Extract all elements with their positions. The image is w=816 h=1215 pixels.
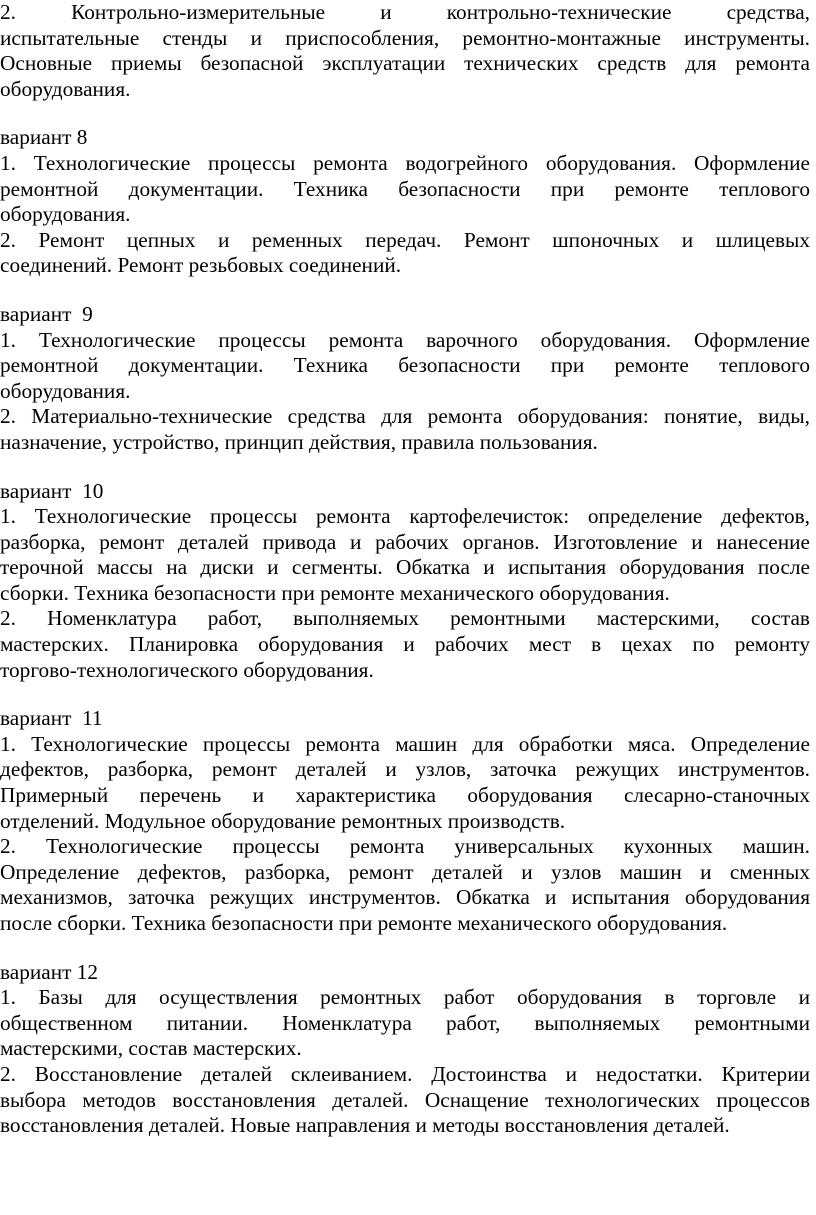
variant-item-2	[0, 1062, 810, 1139]
text-line: механизмов, заточка режущих инструментов. Обкатка и испытания оборудования	[0, 885, 810, 910]
text-line: ремонтной документации. Техника безопасности при ремонте теплового	[0, 353, 810, 378]
text-line: 2. Ремонт цепных и ременных передач. Ремонт шпоночных и шлицевых	[0, 227, 810, 252]
text-line: соединений. Ремонт резьбовых соединений.	[0, 253, 402, 278]
text-line: сборки. Техника безопасности при ремонте механического оборудования.	[0, 580, 670, 605]
variant-section-11	[0, 706, 810, 936]
variant-heading: вариант 9	[0, 301, 93, 326]
text-line: ремонтной документации. Техника безопасности при ремонте теплового	[0, 176, 810, 201]
variant-section-12	[0, 960, 810, 1139]
variant-item-2	[0, 606, 810, 683]
variant-heading: вариант 10	[0, 478, 104, 503]
text-line: разборка, ремонт деталей привода и рабочих органов. Изготовление и нанесение	[0, 529, 810, 554]
text-line: Определение дефектов, разборка, ремонт деталей и узлов машин и сменных	[0, 859, 810, 884]
text-line: мастерских. Планировка оборудования и рабочих мест в цехах по ремонту	[0, 632, 810, 657]
text-line: 2. Восстановление деталей склеиванием. Достоинства и недостатки. Критерии	[0, 1061, 810, 1086]
variant-section-8	[0, 125, 810, 279]
text-line: 2. Контрольно-измерительные и контрольно-технические средства,	[0, 0, 810, 24]
variant-item-1	[0, 328, 810, 405]
text-line: оборудования.	[0, 76, 131, 101]
text-line: торгово-технологического оборудования.	[0, 657, 374, 682]
text-line: 2. Технологические процессы ремонта универсальных кухонных машин.	[0, 834, 810, 859]
variant-item-1	[0, 985, 810, 1062]
variant-heading: вариант 8	[0, 125, 88, 150]
text-line: мастерскими, состав мастерских.	[0, 1036, 302, 1061]
text-line: выбора методов восстановления деталей. Оснащение технологических процессов	[0, 1087, 810, 1112]
text-line: оборудования.	[0, 378, 131, 403]
text-line: 1. Базы для осуществления ремонтных работ оборудования в торговле и	[0, 985, 810, 1010]
text-line: терочной массы на диски и сегменты. Обкатка и испытания оборудования после	[0, 555, 810, 580]
text-line: испытательные стенды и приспособления, ремонтно-монтажные инструменты.	[0, 25, 810, 50]
text-line: 1. Технологические процессы ремонта машин для обработки мяса. Определение	[0, 731, 810, 756]
text-line: 2. Номенклатура работ, выполняемых ремонтными мастерскими, состав	[0, 606, 810, 631]
text-line: Основные приемы безопасной эксплуатации технических средств для ремонта	[0, 51, 810, 76]
text-line: 1. Технологические процессы ремонта водогрейного оборудования. Оформление	[0, 150, 810, 175]
text-line: 2. Материально-технические средства для ремонта оборудования: понятие, виды,	[0, 404, 810, 429]
text-line: отделений. Модульное оборудование ремонтных производств.	[0, 808, 566, 833]
text-line: назначение, устройство, принцип действия, правила пользования.	[0, 429, 598, 454]
text-line: после сборки. Техника безопасности при ремонте механического оборудования.	[0, 911, 728, 935]
variant-item-1	[0, 732, 810, 834]
variant-item-2	[0, 228, 810, 279]
text-line: Примерный перечень и характеристика оборудования слесарно-станочных	[0, 783, 810, 808]
text-line: оборудования.	[0, 202, 131, 227]
intro-item-2	[0, 0, 810, 102]
variant-heading: вариант 12	[0, 959, 99, 984]
variant-item-2	[0, 834, 810, 936]
variant-section-9	[0, 302, 810, 456]
text-line: 1. Технологические процессы ремонта картофелечисток: определение дефектов,	[0, 504, 810, 529]
text-line: восстановления деталей. Новые направления и методы восстановления деталей.	[0, 1113, 730, 1138]
variant-heading: вариант 11	[0, 706, 103, 731]
variant-item-1	[0, 504, 810, 606]
variant-section-10	[0, 479, 810, 684]
variant-item-1	[0, 151, 810, 228]
text-line: дефектов, разборка, ремонт деталей и узлов, заточка режущих инструментов.	[0, 757, 810, 782]
variant-item-2	[0, 404, 810, 455]
text-line: общественном питании. Номенклатура работ, выполняемых ремонтными	[0, 1010, 810, 1035]
text-line: 1. Технологические процессы ремонта варочного оборудования. Оформление	[0, 327, 810, 352]
